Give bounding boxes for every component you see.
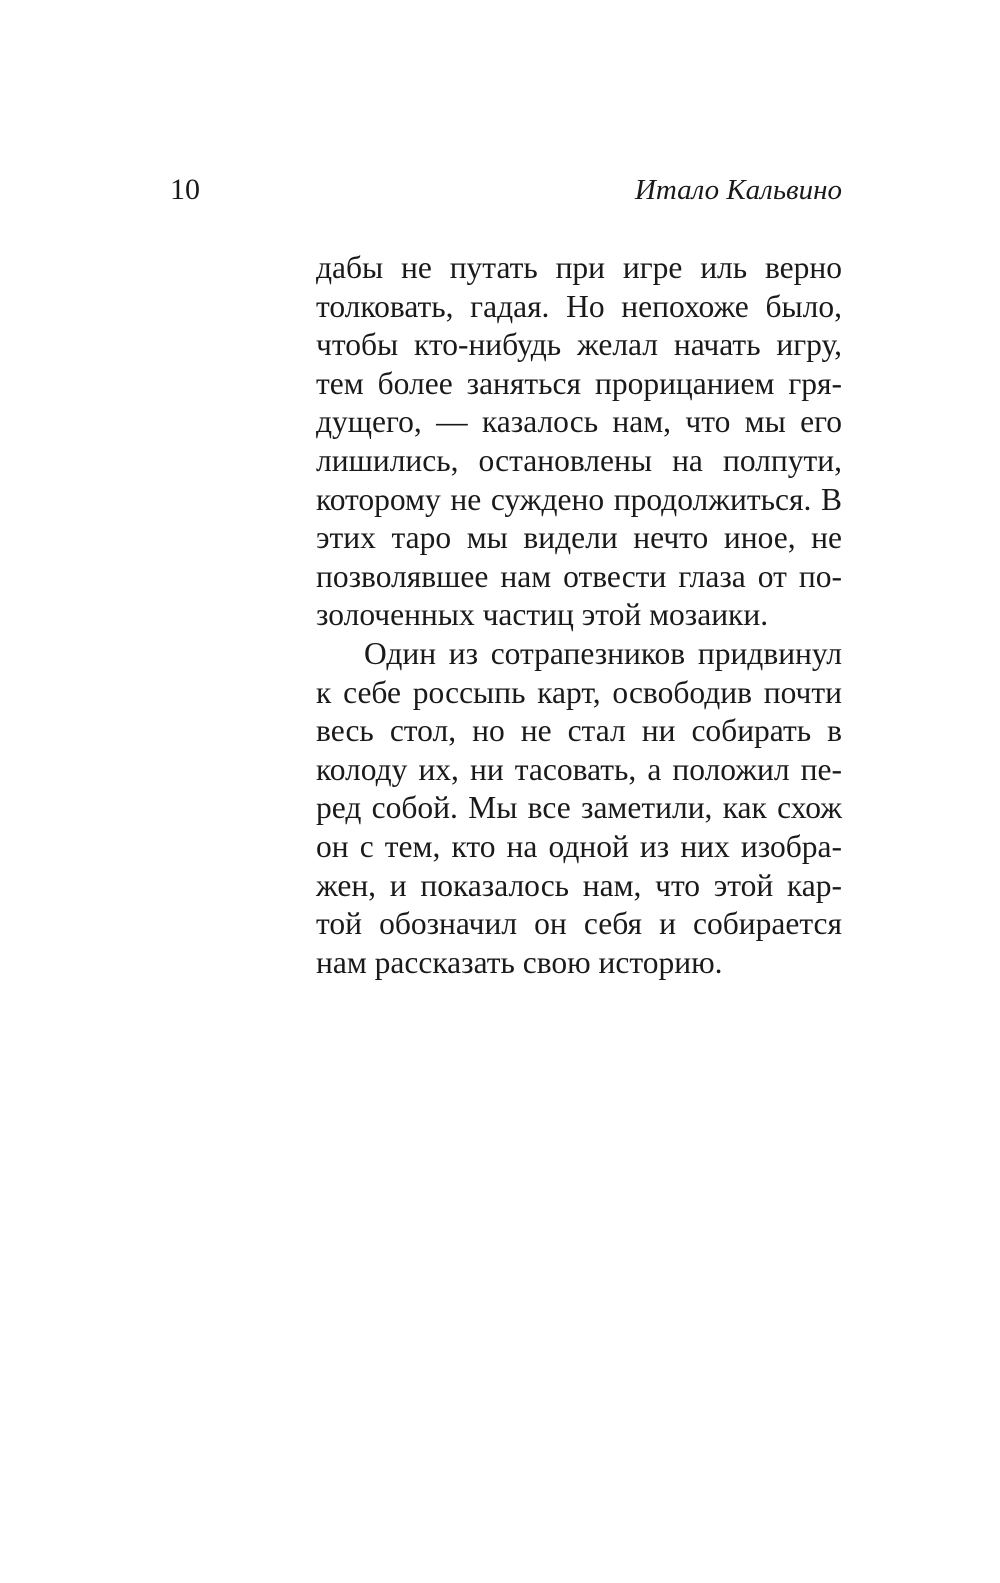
running-head <box>170 170 842 210</box>
text-line: жен, и показалось нам, что этой кар- <box>316 867 842 903</box>
text-line: чтобы кто-нибудь желал начать игру, <box>316 327 842 363</box>
text-line: золоченных частиц этой мозаики. <box>316 597 769 633</box>
running-head-author: Итало Кальвино <box>634 174 842 206</box>
text-line: он с тем, кто на одной из них изобра- <box>316 828 842 864</box>
text-line: той обозначил он себя и собирается <box>316 906 842 942</box>
text-line: этих таро мы видели нечто иное, не <box>316 520 842 556</box>
body-text <box>316 249 842 982</box>
text-line: весь стол, но не стал ни собирать в <box>316 713 842 749</box>
text-line: к себе россыпь карт, освободив почти <box>316 674 842 710</box>
text-line: лишились, остановлены на полпути, <box>316 442 842 478</box>
paragraph <box>316 249 842 635</box>
text-line: нам рассказать свою историю. <box>316 944 723 980</box>
text-line: тем более заняться прорицанием гря- <box>316 365 842 401</box>
paragraph <box>316 635 842 982</box>
text-line: колоду их, ни тасовать, а положил пе- <box>316 751 842 787</box>
text-line: дабы не путать при игре иль верно <box>316 250 842 285</box>
page-number: 10 <box>170 173 200 206</box>
text-line: толковать, гадая. Но непохоже было, <box>316 288 842 324</box>
text-line: которому не суждено продолжиться. В <box>316 481 842 517</box>
text-line: дущего, — казалось нам, что мы его <box>316 404 842 440</box>
text-line: позволявшее нам отвести глаза от по- <box>316 558 842 594</box>
text-line: ред собой. Мы все заметили, как схож <box>316 790 842 826</box>
text-line: Один из сотрапезников придвинул <box>364 635 842 671</box>
